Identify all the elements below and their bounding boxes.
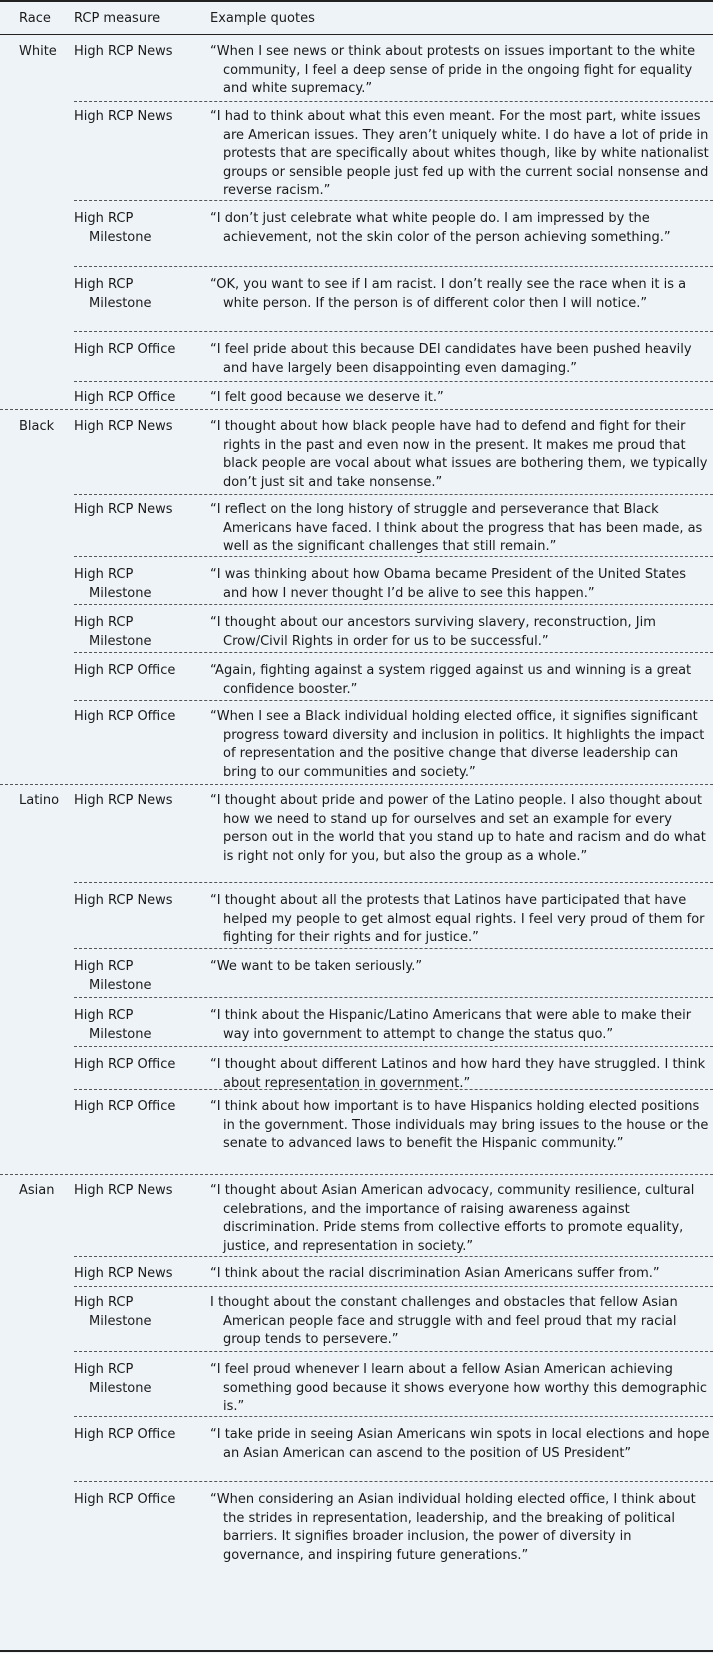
example-quote-cell: “I think about the racial discrimination Asian Americans suffer from.” — [210, 1266, 660, 1281]
rcp-measure-line: Milestone — [89, 1313, 152, 1329]
row-separator — [74, 101, 713, 102]
rcp-measure-line: High RCP News — [74, 502, 173, 517]
race-cell: White — [19, 44, 57, 59]
rcp-measure-line: High RCP News — [74, 419, 173, 434]
example-quote-cell: “I was thinking about how Obama became President of the United States and how I never thought I’d be alive to see this happen.” — [210, 567, 687, 601]
row-separator — [74, 1046, 713, 1047]
group-separator — [0, 409, 713, 410]
row-separator — [74, 882, 713, 883]
row-separator — [74, 331, 713, 332]
row-separator — [74, 1481, 713, 1482]
rcp-measure-line: High RCP News — [74, 109, 173, 124]
rcp-measure-cell — [74, 1007, 204, 1044]
rcp-measure-line: High RCP Office — [74, 342, 176, 357]
table-bottom-rule — [0, 1650, 713, 1652]
rcp-measure-cell — [74, 1265, 204, 1284]
row-separator — [74, 1416, 713, 1417]
row-separator — [74, 604, 713, 605]
rcp-measure-line: High RCP Office — [74, 1057, 176, 1072]
rcp-measure-cell — [74, 708, 204, 727]
group-separator — [0, 1174, 713, 1175]
example-quote-cell: “I feel proud whenever I learn about a fellow Asian American achieving something good because it shows everyone how worthy this demographic is.” — [210, 1362, 707, 1414]
table-header-rule — [0, 34, 713, 35]
group-separator — [0, 784, 713, 785]
rcp-measure-cell — [74, 1426, 204, 1445]
rcp-measure-line: High RCP — [74, 1295, 134, 1310]
rcp-measure-cell — [74, 892, 204, 911]
rcp-measure-line: High RCP — [74, 567, 134, 582]
row-separator — [74, 556, 713, 557]
rcp-measure-line: High RCP — [74, 1008, 134, 1023]
example-quote-cell: “I thought about pride and power of the Latino people. I also thought about how we need to stand up for ourselves and set an example for every person out in the world that you stand up to hate and racism and do what is right not only for you, but also the group as a whole.” — [210, 793, 706, 864]
rcp-measure-line: High RCP Office — [74, 1099, 176, 1114]
rcp-measure-cell — [74, 958, 204, 995]
row-separator — [74, 997, 713, 998]
rcp-measure-cell — [74, 501, 204, 520]
example-quote-cell: “When I see a Black individual holding elected office, it signifies significant progress toward diversity and inclusion in politics. It highlights the impact of representation and the positive change that diverse leadership can bring to our communities and society.” — [210, 709, 705, 780]
example-quote-cell: “OK, you want to see if I am racist. I don’t really see the race when it is a white person. If the person is of different color then I will notice.” — [210, 277, 687, 311]
rcp-measure-line: High RCP Office — [74, 1427, 176, 1442]
rcp-measure-line: Milestone — [89, 585, 152, 601]
rcp-measure-line: Milestone — [89, 633, 152, 649]
rcp-measure-line: High RCP — [74, 1362, 134, 1377]
example-quote-cell: “I thought about all the protests that Latinos have participated that have helped my people to get almost equal rights. I feel very proud of them for fighting for their rights and for justice.” — [210, 893, 705, 945]
example-quote-cell: “I had to think about what this even meant. For the most part, white issues are American issues. They aren’t uniquely white. I do have a lot of pride in protests that are specifically about whites though, like by white nationalist groups or sensible people just fed up with the current social nonsense and reverse racism.” — [210, 109, 709, 198]
rcp-measure-cell — [74, 1294, 204, 1331]
example-quote-cell: “I think about how important is to have Hispanics holding elected positions in the government. Those individuals may bring issues to the house or the senate to advanced laws to benefit the Hispanic community.” — [210, 1099, 709, 1151]
rcp-measure-line: Milestone — [89, 1026, 152, 1042]
rcp-measure-line: High RCP Office — [74, 1492, 176, 1507]
rcp-measure-line: High RCP Office — [74, 390, 176, 405]
example-quote-cell: “When considering an Asian individual holding elected office, I think about the strides in representation, leadership, and the breaking of political barriers. It signifies broader inclusion, the power of diversity in governance, and inspiring future generations.” — [210, 1492, 696, 1563]
rcp-measure-cell — [74, 566, 204, 603]
rcp-measure-cell — [74, 341, 204, 360]
table-top-rule — [0, 0, 713, 2]
rcp-measure-line: High RCP — [74, 277, 134, 292]
rcp-measure-line: High RCP News — [74, 1266, 173, 1281]
header-race: Race — [19, 11, 51, 26]
example-quote-cell: I thought about the constant challenges and obstacles that fellow Asian American people face and struggle with and feel proud that my racial group tends to persevere.” — [210, 1295, 678, 1347]
row-separator — [74, 700, 713, 701]
rcp-measure-cell — [74, 43, 204, 62]
rcp-measure-cell — [74, 662, 204, 681]
header-example-quotes: Example quotes — [210, 11, 315, 26]
rcp-measure-line: High RCP Office — [74, 663, 176, 678]
row-separator — [74, 381, 713, 382]
rcp-measure-cell — [74, 108, 204, 127]
rcp-measure-line: Milestone — [89, 1380, 152, 1396]
rcp-measure-line: High RCP Office — [74, 709, 176, 724]
rcp-measure-cell — [74, 1098, 204, 1117]
row-separator — [74, 1089, 713, 1090]
rcp-measure-cell — [74, 792, 204, 811]
example-quote-cell: “I thought about our ancestors surviving slavery, reconstruction, Jim Crow/Civil Rights in order for us to be successful.” — [210, 615, 656, 649]
race-cell: Asian — [19, 1183, 55, 1198]
rcp-measure-cell — [74, 1361, 204, 1398]
example-quote-cell: “I thought about how black people have had to defend and fight for their rights in the past and even now in the present. It makes me proud that black people are vocal about what issues are bothering them, we typically don’t just sit and take nonsense.” — [210, 419, 708, 490]
rcp-measure-line: Milestone — [89, 977, 152, 993]
rcp-measure-line: High RCP — [74, 615, 134, 630]
example-quote-cell: “I feel pride about this because DEI candidates have been pushed heavily and have largely been disappointing even damaging.” — [210, 342, 692, 376]
rcp-measure-cell — [74, 276, 204, 313]
example-quote-cell: “We want to be taken seriously.” — [210, 959, 423, 974]
example-quote-cell: “When I see news or think about protests on issues important to the white community, I feel a deep sense of pride in the ongoing fight for equality and white supremacy.” — [210, 44, 696, 96]
example-quote-cell: “I reflect on the long history of struggle and perseverance that Black Americans have faced. I think about the progress that has been made, as well as the significant challenges that still remain.” — [210, 502, 703, 554]
row-separator — [74, 494, 713, 495]
rcp-measure-cell — [74, 1491, 204, 1510]
rcp-measure-cell — [74, 1056, 204, 1075]
row-separator — [74, 1351, 713, 1352]
example-quote-cell: “I thought about Asian American advocacy, community resilience, cultural celebrations, and the importance of raising awareness against discrimination. Pride stems from collective efforts to promote equality, justice, and representation in society.” — [210, 1183, 695, 1254]
row-separator — [74, 1286, 713, 1287]
rcp-measure-cell — [74, 418, 204, 437]
row-separator — [74, 652, 713, 653]
rcp-measure-line: Milestone — [89, 229, 152, 245]
example-quote-cell: “I think about the Hispanic/Latino Americans that were able to make their way into government to attempt to change the status quo.” — [210, 1008, 692, 1042]
row-separator — [74, 266, 713, 267]
example-quote-cell: “I take pride in seeing Asian Americans win spots in local elections and hope an Asian American can ascend to the position of US President” — [210, 1427, 710, 1461]
rcp-measure-line: High RCP — [74, 959, 134, 974]
rcp-measure-line: High RCP News — [74, 793, 173, 808]
rcp-measure-line: Milestone — [89, 295, 152, 311]
race-cell: Black — [19, 419, 55, 434]
example-quote-cell: “I thought about different Latinos and how hard they have struggled. I think about representation in government.” — [210, 1057, 706, 1091]
rcp-measure-cell — [74, 210, 204, 247]
rcp-measure-line: High RCP — [74, 211, 134, 226]
rcp-measure-line: High RCP News — [74, 893, 173, 908]
race-cell: Latino — [19, 793, 60, 808]
rcp-measure-line: High RCP News — [74, 1183, 173, 1198]
rcp-measure-cell — [74, 389, 204, 408]
rcp-measure-cell — [74, 614, 204, 651]
row-separator — [74, 1256, 713, 1257]
rcp-measure-line: High RCP News — [74, 44, 173, 59]
header-rcp-measure: RCP measure — [74, 11, 161, 26]
example-quote-cell: “I felt good because we deserve it.” — [210, 390, 444, 405]
example-quote-cell: “Again, fighting against a system rigged against us and winning is a great confidence booster.” — [210, 663, 692, 697]
rcp-measure-cell — [74, 1182, 204, 1201]
row-separator — [74, 200, 713, 201]
example-quote-cell: “I don’t just celebrate what white people do. I am impressed by the achievement, not the skin color of the person achieving something.” — [210, 211, 671, 245]
row-separator — [74, 948, 713, 949]
